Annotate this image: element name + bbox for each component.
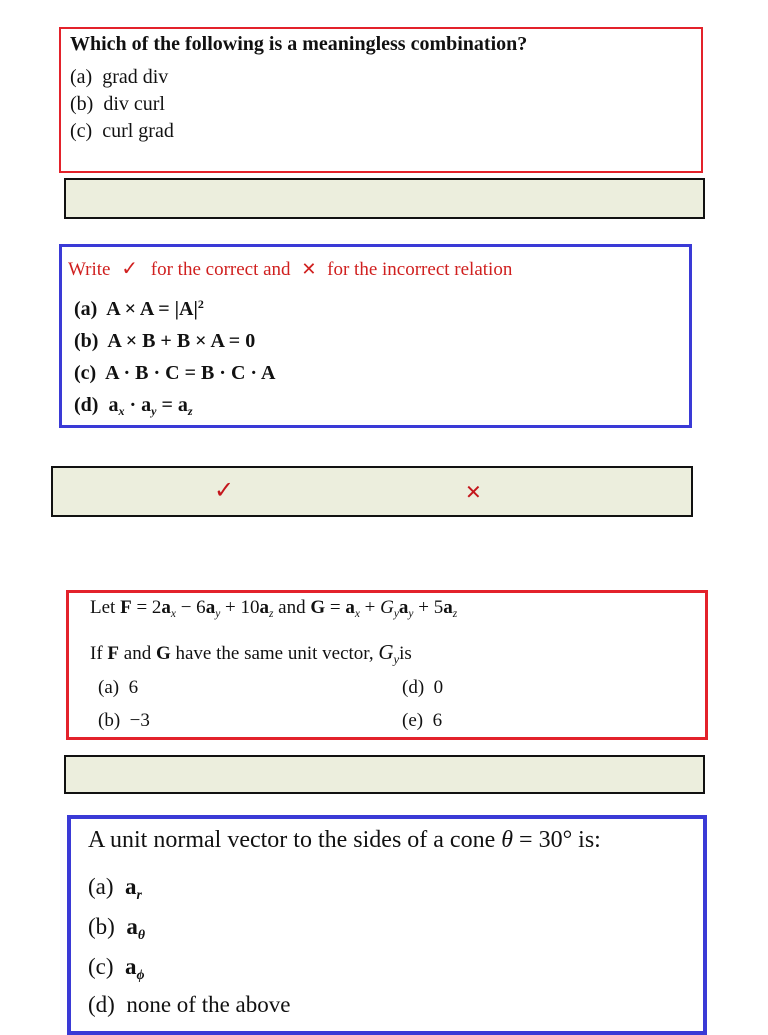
question-1-option-b: (b) div curl (70, 93, 165, 115)
question-4-option-d: (d) none of the above (88, 992, 291, 1017)
answer-check-icon: ✓ (214, 476, 235, 504)
cross-icon: ✕ (301, 259, 317, 280)
answer-box-3 (64, 755, 705, 794)
question-3-option-e: (e) 6 (402, 710, 443, 731)
question-4-option-a: (a) $a_r$ (88, 874, 142, 902)
question-3-option-d: (d) 0 (402, 677, 444, 698)
answer-box-1 (64, 178, 705, 219)
answer-cross-icon: ✕ (465, 480, 482, 504)
question-2-option-c: (c) A · B · C = B · C · A (74, 362, 276, 384)
question-3-option-a: (a) 6 (98, 677, 139, 698)
question-2-option-d: (d) $a_x \cdot a_y = a_z$ (74, 394, 193, 419)
question-4-text: A unit normal vector to the sides of a cone θ = 30° is: (88, 827, 601, 853)
question-3-definition: Let $F = 2a_x - 6a_y + 10a_z$ and $G = a_x + G_ya_y + 5a_z$ (90, 597, 458, 620)
question-4-option-c: (c) $a_\phi$ (88, 954, 145, 982)
question-4-option-b: (b) $a_\theta$ (88, 914, 145, 942)
question-1-option-a: (a) grad div (70, 66, 169, 88)
question-2-instruction: Write ✓ for the correct and ✕ for the incorrect relation (68, 256, 513, 280)
check-icon: ✓ (121, 256, 139, 280)
question-3-text: If F and G have the same unit vector, $G_yis$ (90, 640, 412, 667)
question-1-option-c: (c) curl grad (70, 120, 174, 142)
question-2-option-a: (a) $A \times A = |A|^2$ (74, 296, 204, 320)
answer-box-2 (51, 466, 693, 517)
question-3-option-b: (b) −3 (98, 710, 150, 731)
question-1-text: Which of the following is a meaningless combination? (70, 33, 528, 55)
question-2-option-b: (b) A × B + B × A = 0 (74, 330, 256, 352)
